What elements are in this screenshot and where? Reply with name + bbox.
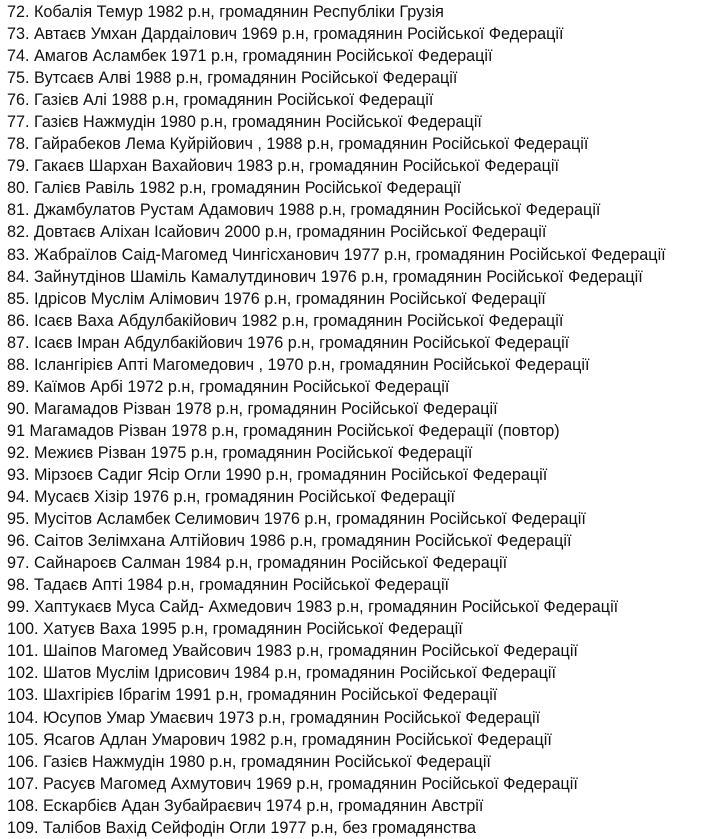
list-item: 102. Шатов Муслім Ідрисович 1984 р.н, громадянин Російської Федерації xyxy=(7,664,556,683)
list-item: 94. Мусаєв Хізір 1976 р.н, громадянин Російської Федерації xyxy=(7,488,455,507)
list-item: 86. Ісаєв Ваха Абдулбакійович 1982 р.н, громадянин Російської Федерації xyxy=(7,311,564,330)
list-item: 99. Хаптукаєв Муса Сайд- Ахмедович 1983 р.н, громадянин Російської Федерації xyxy=(7,598,619,617)
list-item: 103. Шахгірієв Ібрагім 1991 р.н, громадянин Російської Федерації xyxy=(7,686,498,705)
list-item: 75. Вутсаєв Алві 1988 р.н, громадянин Російської Федерації xyxy=(7,69,458,88)
list-item: 87. Ісаєв Імран Абдулбакійович 1976 р.н, громадянин Російської Федерації xyxy=(7,333,570,352)
list-item: 107. Расуєв Магомед Ахмутович 1969 р.н, громадянин Російської Федерації xyxy=(7,774,578,793)
list-item: 72. Кобалія Темур 1982 р.н, громадянин Республіки Грузія xyxy=(7,3,444,21)
list-item: 95. Мусітов Асламбек Селимович 1976 р.н, громадянин Російської Федерації xyxy=(7,510,586,529)
list-item: 105. Ясагов Адлан Умарович 1982 р.н, громадянин Російської Федерації xyxy=(7,730,552,749)
list-item: 98. Тадаєв Апті 1984 р.н, громадянин Російської Федерації xyxy=(7,576,450,595)
list-item: 81. Джамбулатов Рустам Адамович 1988 р.н, громадянин Російської Федерації xyxy=(7,201,601,220)
list-item: 85. Ідрісов Муслім Алімович 1976 р.н, громадянин Російської Федерації xyxy=(7,289,546,308)
list-item: 106. Газієв Нажмудін 1980 р.н, громадянин Російської Федерації xyxy=(7,752,491,771)
document-list xyxy=(7,1,697,839)
list-item: 104. Юсупов Умар Умаєвич 1973 р.н, громадянин Російської Федерації xyxy=(7,708,541,727)
list-item: 76. Газієв Алі 1988 р.н, громадянин Російської Федерації xyxy=(7,91,434,110)
list-item: 91 Магамадов Різван 1978 р.н, громадянин Російської Федерації (повтор) xyxy=(7,421,560,440)
list-item: 101. Шаіпов Магомед Увайсович 1983 р.н, громадянин Російської Федерації xyxy=(7,642,578,661)
list-item: 80. Галієв Равіль 1982 р.н, громадянин Російської Федерації xyxy=(7,179,462,198)
list-item: 77. Газієв Нажмудін 1980 р.н, громадянин Російської Федерації xyxy=(7,113,482,132)
list-item: 83. Жабраїлов Саід-Магомед Чингісханович 1977 р.н, громадянин Російської Федерації xyxy=(7,245,666,264)
list-item: 92. Межиєв Різван 1975 р.н, громадянин Російської Федерації xyxy=(7,443,473,462)
list-item: 73. Автаєв Умхан Дардаілович 1969 р.н, громадянин Російської Федерації xyxy=(7,25,564,44)
list-item: 109. Талібов Вахід Сейфодін Огли 1977 р.н, без громадянства xyxy=(7,818,477,837)
list-item: 100. Хатуєв Ваха 1995 р.н, громадянин Російської Федерації xyxy=(7,620,463,639)
list-item: 108. Ескарбієв Адан Зубайраєвич 1974 р.н, громадянин Австрії xyxy=(7,796,484,815)
list-item: 89. Каїмов Арбі 1972 р.н, громадянин Російської Федерації xyxy=(7,377,450,396)
list-item: 97. Сайнароєв Салман 1984 р.н, громадянин Російської Федерації xyxy=(7,554,508,573)
list-item: 84. Зайнутдінов Шаміль Камалутдинович 1976 р.н, громадянин Російської Федерації xyxy=(7,267,643,286)
list-item: 88. Іслангірієв Апті Магомедович , 1970 р.н, громадянин Російської Федерації xyxy=(7,355,590,374)
list-item: 90. Магамадов Різван 1978 р.н, громадянин Російської Федерації xyxy=(7,399,498,418)
list-item: 79. Гакаєв Шархан Вахайович 1983 р.н, громадянин Російської Федерації xyxy=(7,157,559,176)
list-item: 74. Амагов Асламбек 1971 р.н, громадянин Російської Федерації xyxy=(7,47,493,66)
list-item: 82. Довтаєв Аліхан Ісайович 2000 р.н, громадянин Російської Федерації xyxy=(7,223,547,242)
list-item: 96. Саітов Зелімхана Алтійович 1986 р.н, громадянин Російської Федерації xyxy=(7,532,572,551)
list-item: 93. Мірзоєв Садиг Ясір Огли 1990 р.н, громадянин Російської Федерації xyxy=(7,465,548,484)
list-item: 78. Гайрабеков Лема Куйрійович , 1988 р.н, громадянин Російської Федерації xyxy=(7,135,589,154)
